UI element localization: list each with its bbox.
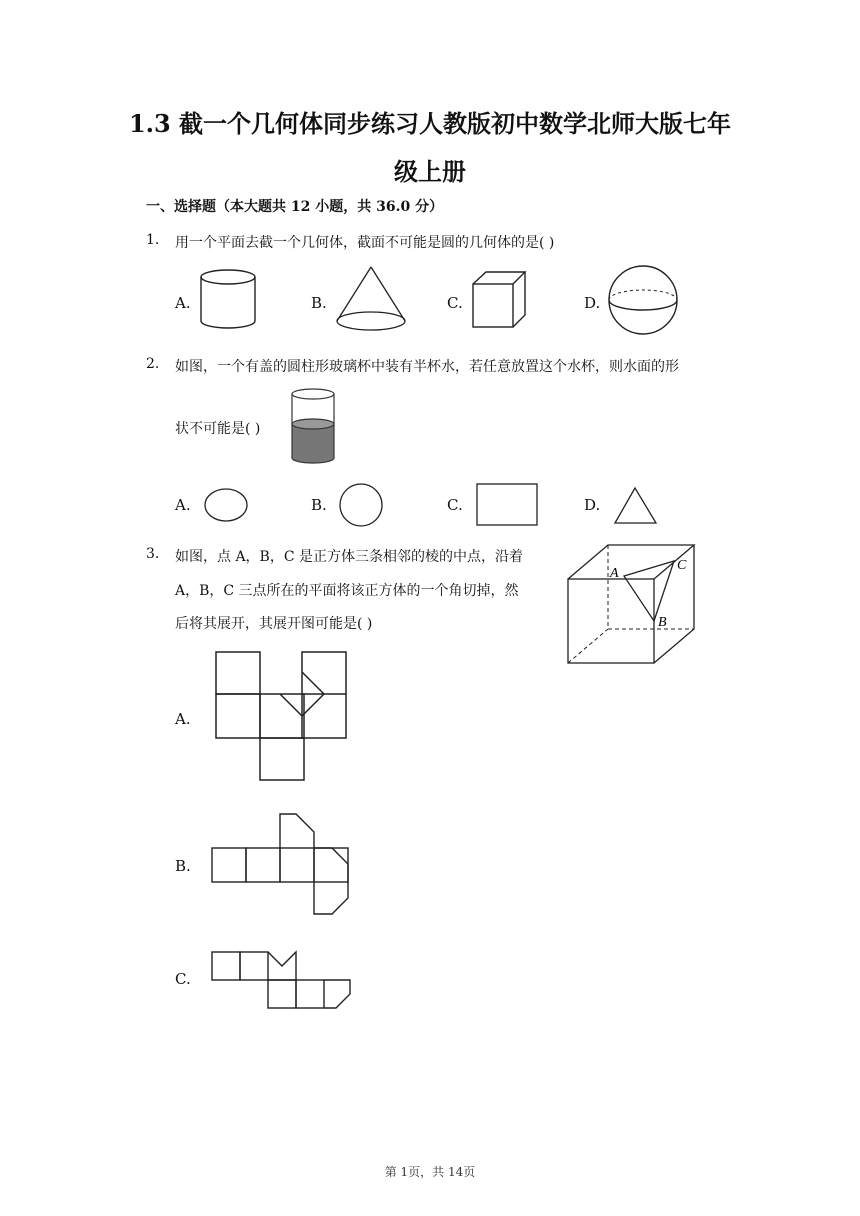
cube-cut-figure	[566, 543, 698, 667]
question-3-text-line3: 后将其展开，其展开图可能是( )	[175, 616, 373, 632]
q2-option-a-label: A.	[175, 496, 191, 514]
ellipse-icon	[203, 487, 249, 523]
glass-cup-figure	[288, 386, 338, 466]
q2-option-d-label: D.	[584, 496, 601, 514]
net-a-figure	[214, 650, 348, 784]
question-2-number: 2.	[146, 356, 160, 372]
q1-option-d-label: D.	[584, 294, 601, 312]
point-c-label: C	[677, 558, 687, 573]
q2-option-b-label: B.	[311, 496, 327, 514]
point-b-label: B	[658, 615, 667, 630]
sphere-icon	[607, 264, 679, 336]
question-1-number: 1.	[146, 232, 160, 248]
page-title-line2: 级上册	[394, 157, 466, 186]
net-b-figure	[210, 812, 350, 918]
point-a-label: A	[610, 566, 619, 581]
cube-icon	[470, 270, 528, 330]
q1-option-a-label: A.	[175, 294, 191, 312]
question-3-number: 3.	[146, 546, 160, 562]
q3-option-b-label: B.	[175, 857, 191, 875]
triangle-icon	[612, 485, 660, 527]
q3-option-a-label: A.	[175, 710, 191, 728]
rectangle-icon	[475, 482, 539, 528]
cone-icon	[334, 264, 408, 334]
question-3-text-line1: 如图，点 A，B，C 是正方体三条相邻的棱的中点，沿着	[175, 549, 524, 565]
page-title-line1: 1.3 截一个几何体同步练习人教版初中数学北师大版七年	[128, 109, 732, 138]
q3-option-c-label: C.	[175, 970, 191, 988]
page-footer: 第 1页，共 14页	[384, 1165, 476, 1179]
net-c-figure	[210, 950, 352, 1012]
question-1-text: 用一个平面去截一个几何体，截面不可能是圆的几何体的是( )	[175, 235, 555, 251]
question-3-text-line2: A，B，C 三点所在的平面将该正方体的一个角切掉，然	[175, 583, 519, 599]
q2-option-c-label: C.	[447, 496, 463, 514]
q1-option-b-label: B.	[311, 294, 327, 312]
q1-option-c-label: C.	[447, 294, 463, 312]
question-2-text-line1: 如图，一个有盖的圆柱形玻璃杯中装有半杯水，若任意放置这个水杯，则水面的形	[175, 359, 679, 375]
section-header: 一、选择题（本大题共 12 小题，共 36.0 分）	[146, 199, 444, 215]
cylinder-icon	[198, 268, 258, 330]
question-2-text-line2: 状不可能是( )	[175, 421, 261, 437]
circle-icon	[338, 482, 384, 528]
